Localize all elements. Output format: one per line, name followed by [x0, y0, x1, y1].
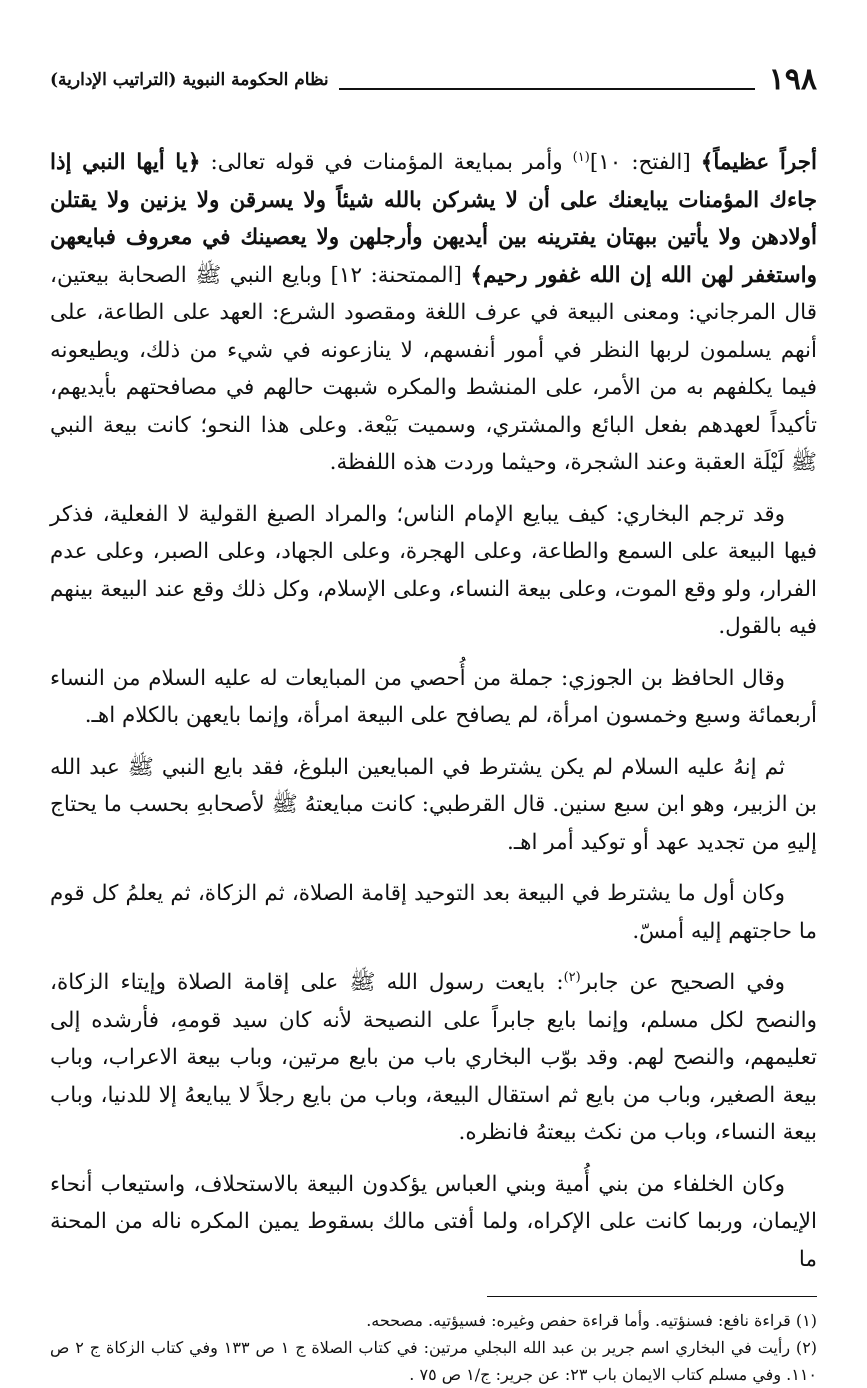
paragraph — [50, 964, 817, 1152]
page-header — [50, 58, 817, 102]
paragraph-text: وقد ترجم البخاري: كيف يبايع الإمام الناس؛ والمراد الصيغ القولية لا الفعلية، فذكر فيها البيعة على السمع والطاعة، وعلى الهجرة، وعلى الجهاد، وعلى الصبر، وعلى عدم الفرار، ولو وقع الموت، وعلى بيعة النساء، وعلى الإسلام، وكل ذلك وقع عند البيعة بينهم فيه بالقول. — [50, 501, 817, 639]
footnote-marker: (٢) — [563, 969, 581, 985]
paragraph-text: وقال الحافظ بن الجوزي: جملة من أُحصي من المبايعات له عليه السلام من النساء أربعمائة وسبع وخمسون امرأة، لم يصافح على البيعة امرأة، وإنما بايعهن بالكلام اهـ. — [50, 665, 817, 728]
paragraph — [50, 1166, 817, 1279]
paragraph — [50, 875, 817, 950]
paragraph-text: [الممتحنة: ١٢] وبايع النبي ﷺ الصحابة بيعتين، قال المرجاني: ومعنى البيعة في عرف اللغة ومقصود الشرع: العهد على الطاعة، على أنهم يسلمون لربها النظر في أمور أنفسهم، لا ينازعونه في شيء من ذلك، ويطيعونه فيما يكلفهم به من الأمر، على المنشط والمكره شبهت حالهم في مصافحتهم بأيديهم، تأكيداً لعهدهم بفعل البائع والمشتري، وسميت بَيْعة. وعلى هذا النحو؛ كانت بيعة النبي ﷺ لَيْلَة العقبة وعند الشجرة، وحيثما وردت هذه اللفظة. — [50, 262, 817, 475]
paragraph — [50, 660, 817, 735]
paragraph — [50, 749, 817, 862]
page-number: ١٩٨ — [768, 62, 817, 97]
paragraph-text: وأمر بمبايعة المؤمنات في قوله تعالى: — [200, 150, 573, 175]
footnote-separator — [487, 1296, 817, 1297]
quran-verse-text: أجراً عظيماً﴾ — [700, 150, 818, 175]
paragraph-text: وفي الصحيح عن جابر — [580, 970, 786, 995]
paragraph-text: [الفتح: ١٠] — [589, 150, 701, 175]
main-text — [50, 144, 817, 1278]
paragraph — [50, 496, 817, 646]
header-rule — [339, 88, 755, 90]
footnote-marker: (١) — [572, 149, 590, 165]
paragraph-text: وكان أول ما يشترط في البيعة بعد التوحيد إقامة الصلاة، ثم الزكاة، ثم يعلمُ كل قوم ما حاجتهم إليه أمسّ. — [50, 881, 817, 944]
paragraph-text: : بايعت رسول الله ﷺ على إقامة الصلاة وإيتاء الزكاة، والنصح لكل مسلم، وإنما بايع جابراً على النصيحة لأنه كان سيد قومهِ، فأرشده إلى تعليمهم، والنصح لهم. وقد بوّب البخاري باب من بايع مرتين، وباب بيعة الاعراب، وباب بيعة الصغير، وباب من بايع ثم استقال البيعة، وباب من بايع رجلاً لا يبايعهُ إلا للدنيا، وباب بيعة النساء، وباب من نكث بيعتهُ فانظره. — [50, 970, 817, 1145]
paragraph — [50, 144, 817, 482]
quran-verse-text: ﴿يا أيها النبي إذا جاءك المؤمنات يبايعنك على أن لا يشركن بالله شيئاً ولا يسرقن ولا يزنين ولا يقتلن أولادهن ولا يأتين ببهتان يفترينه بين أيديهن وأرجلهن ولا يعصينك في معروف فبايعهن واستغفر لهن الله إن الله غفور رحيم﴾ — [50, 150, 817, 288]
footnote: (١) قراءة نافع: فسنؤتيه. وأما قراءة حفص وغيره: فسيؤتيه. مصححه. — [366, 1311, 817, 1330]
footnotes — [50, 1307, 817, 1388]
paragraph-text: ثم إنهُ عليه السلام لم يكن يشترط في المبايعين البلوغ، فقد بايع النبي ﷺ عبد الله بن الزبير، وهو ابن سبع سنين. قال القرطبي: كانت مبايعتهُ ﷺ لأصحابهِ بحسب ما يحتاج إليهِ من تجديد عهد أو توكيد أمر اهـ. — [50, 754, 817, 855]
footnote: (٢) رأيت في البخاري اسم جرير بن عبد الله البجلي مرتين: في كتاب الصلاة ج ١ ص ١٣٣ وفي كتاب الزكاة ج ٢ ص ١١٠. وفي مسلم كتاب الايمان باب ٢٣: عن جرير: ج/١ ص ٧٥ . — [50, 1338, 818, 1384]
paragraph-text: وكان الخلفاء من بني أُمية وبني العباس يؤكدون البيعة بالاستحلاف، واستيعاب أنحاء الإيمان، وربما كانت على الإكراه، ولما أفتى مالك بسقوط يمين المكره ناله من المحنة ما — [50, 1171, 817, 1272]
running-title: نظام الحكومة النبوية (التراتيب الإدارية) — [50, 70, 329, 90]
